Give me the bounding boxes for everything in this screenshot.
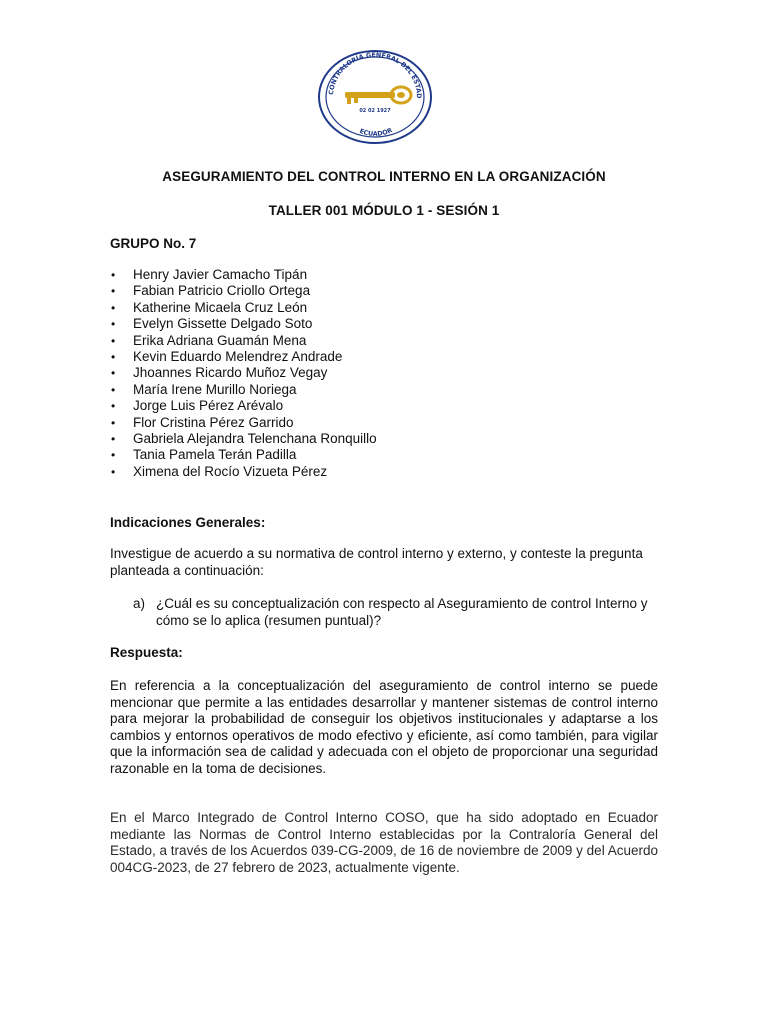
bullet-icon: • bbox=[111, 382, 116, 397]
members-list bbox=[110, 267, 377, 480]
list-item bbox=[110, 283, 377, 299]
seal-ring-top-text: CONTRALORÍA GENERAL DEL ESTAD bbox=[327, 50, 424, 99]
member-name: Gabriela Alejandra Telenchana Ronquillo bbox=[133, 431, 377, 447]
member-name: Jorge Luis Pérez Arévalo bbox=[133, 398, 284, 414]
bullet-icon: • bbox=[111, 399, 116, 414]
list-item bbox=[110, 300, 377, 316]
member-name: Fabian Patricio Criollo Ortega bbox=[133, 283, 311, 299]
bullet-icon: • bbox=[111, 333, 116, 348]
document-subtitle: TALLER 001 MÓDULO 1 - SESIÓN 1 bbox=[268, 203, 500, 218]
bullet-icon: • bbox=[111, 432, 116, 447]
member-name: Katherine Micaela Cruz León bbox=[133, 299, 308, 315]
list-item bbox=[110, 447, 377, 463]
question-text: ¿Cuál es su conceptualización con respecto al Aseguramiento de control Interno y cómo se lo aplica (resumen puntual)? bbox=[156, 596, 648, 628]
bullet-icon: • bbox=[111, 415, 116, 430]
bullet-icon: • bbox=[111, 464, 116, 479]
answer-paragraph-2: En el Marco Integrado de Control Interno COSO, que ha sido adoptado en Ecuador mediante las Normas de Control Interno establecidas por la Contraloría General del Estado, a través de los Acuerdos 039-CG-2009, de 16 de noviembre de 2009 y del Acuerdo 004CG-2023, de 27 febrero de 2023, actualmente vigente. bbox=[110, 810, 658, 875]
member-name: María Irene Murillo Noriega bbox=[133, 381, 297, 397]
seal-graphic bbox=[317, 50, 433, 144]
seal-year-text: 02 02 1927 bbox=[359, 108, 391, 114]
instructions-heading: Indicaciones Generales: bbox=[110, 515, 266, 530]
list-item bbox=[110, 415, 377, 431]
list-item bbox=[110, 464, 377, 480]
seal-ring-bottom-text: ECUADOR bbox=[358, 126, 394, 138]
contraloria-seal-logo bbox=[317, 50, 433, 144]
member-name: Flor Cristina Pérez Garrido bbox=[133, 414, 294, 430]
bullet-icon: • bbox=[111, 300, 116, 315]
list-item bbox=[110, 431, 377, 447]
list-item bbox=[110, 333, 377, 349]
bullet-icon: • bbox=[111, 448, 116, 463]
list-item bbox=[110, 382, 377, 398]
answer-paragraph-1: En referencia a la conceptualización del aseguramiento de control interno se puede mencionar que permite a las entidades desarrollar y mantener sistemas de control interno para mejorar la probabilidad de conseguir los objetivos institucionales y adaptarse a los cambios y entornos operativos de modo efectivo y eficiente, así como también, para vigilar que la información sea de calidad y adecuada con el objeto de proporcionar una seguridad razonable en la toma de decisiones. bbox=[110, 678, 658, 776]
list-item bbox=[110, 398, 377, 414]
list-item bbox=[110, 267, 377, 283]
list-item bbox=[110, 365, 377, 381]
document-title: ASEGURAMIENTO DEL CONTROL INTERNO EN LA ORGANIZACIÓN bbox=[162, 169, 606, 184]
list-item bbox=[110, 316, 377, 332]
bullet-icon: • bbox=[111, 284, 116, 299]
member-name: Ximena del Rocío Vizueta Pérez bbox=[133, 463, 328, 479]
member-name: Tania Pamela Terán Padilla bbox=[133, 447, 297, 463]
member-name: Henry Javier Camacho Tipán bbox=[133, 267, 308, 282]
group-label: GRUPO No. 7 bbox=[110, 236, 197, 251]
question-item bbox=[133, 596, 658, 629]
list-item bbox=[110, 349, 377, 365]
question-letter: a) bbox=[133, 596, 146, 611]
bullet-icon: • bbox=[111, 317, 116, 332]
answer-heading: Respuesta: bbox=[110, 645, 183, 660]
member-name: Kevin Eduardo Melendrez Andrade bbox=[133, 349, 343, 365]
bullet-icon: • bbox=[111, 350, 116, 365]
member-name: Jhoannes Ricardo Muñoz Vegay bbox=[133, 365, 328, 381]
instructions-text: Investigue de acuerdo a su normativa de control interno y externo, y conteste la pregunta planteada a continuación: bbox=[110, 546, 643, 578]
member-name: Evelyn Gissette Delgado Soto bbox=[133, 316, 313, 332]
bullet-icon: • bbox=[111, 268, 116, 282]
bullet-icon: • bbox=[111, 366, 116, 381]
member-name: Erika Adriana Guamán Mena bbox=[133, 332, 307, 348]
